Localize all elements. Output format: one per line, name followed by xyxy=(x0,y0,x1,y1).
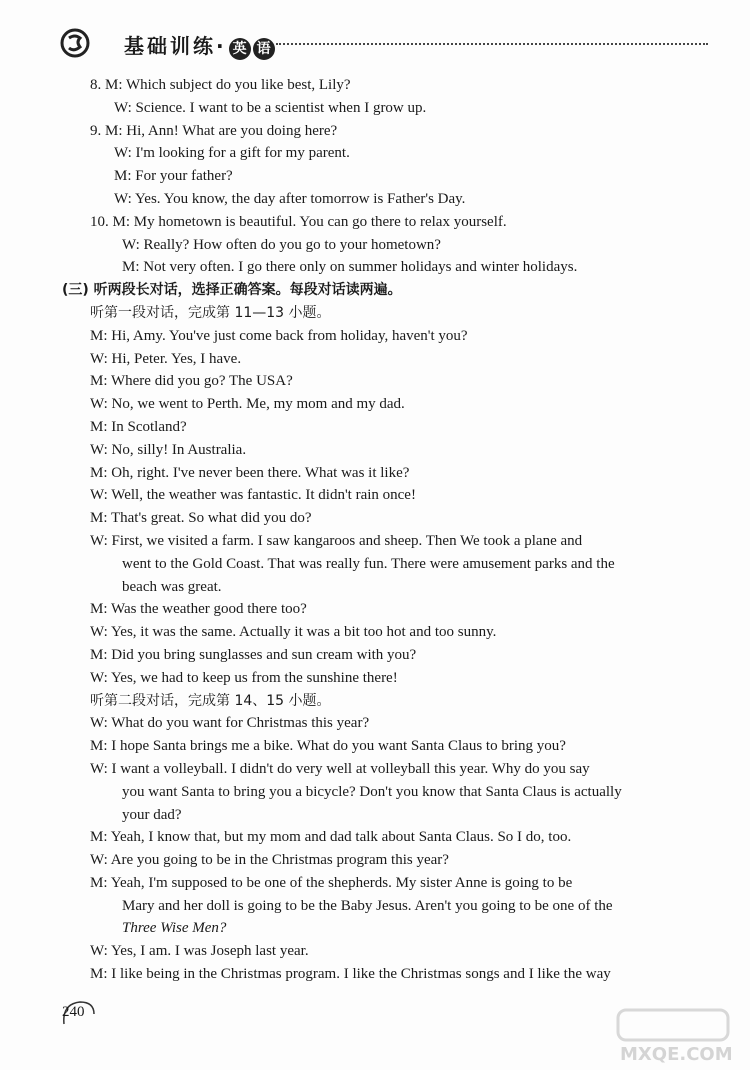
dialogue-line: M: In Scotland? xyxy=(90,418,187,435)
dialogue-line: W: Really? How often do you go to your hometown? xyxy=(122,236,441,253)
dialogue-line: W: Yes, I am. I was Joseph last year. xyxy=(90,943,309,960)
dialogue-line: went to the Gold Coast. That was really fun. There were amusement parks and the xyxy=(122,555,615,572)
watermark-text: MXQE.COM xyxy=(620,1044,733,1064)
dialogue-line: 10. M: My hometown is beautiful. You can go there to relax yourself. xyxy=(90,213,507,230)
dialogue-line: M: Where did you go? The USA? xyxy=(90,373,293,390)
dialogue-line: Mary and her doll is going to be the Baby Jesus. Aren't you going to be one of the xyxy=(122,897,613,914)
dialogue-line: M: For your father? xyxy=(114,168,233,185)
page-number: 240 xyxy=(62,1004,85,1020)
dialogue-line: W: I'm looking for a gift for my parent. xyxy=(114,145,350,162)
dialogue-line: (三) 听两段长对话，选择正确答案。每段对话读两遍。 xyxy=(62,282,402,299)
dialogue-line: M: That's great. So what did you do? xyxy=(90,510,312,527)
dialogue-text xyxy=(62,74,682,986)
page-header xyxy=(40,24,680,64)
header-dotted-rule xyxy=(276,43,708,45)
dialogue-line: 听第二段对话，完成第 14、15 小题。 xyxy=(90,692,331,709)
dialogue-line: Three Wise Men? xyxy=(122,920,227,937)
dialogue-line: 听第一段对话，完成第 11—13 小题。 xyxy=(90,304,331,321)
dialogue-line: M: Hi, Amy. You've just come back from holiday, haven't you? xyxy=(90,327,468,344)
dialogue-line: W: Yes. You know, the day after tomorrow is Father's Day. xyxy=(114,190,466,207)
dialogue-line: W: I want a volleyball. I didn't do very well at volleyball this year. Why do you say xyxy=(90,760,590,777)
dialogue-line: W: Science. I want to be a scientist when I grow up. xyxy=(114,99,427,116)
dialogue-line: M: Did you bring sunglasses and sun cream with you? xyxy=(90,646,417,663)
dialogue-line: M: Yeah, I'm supposed to be one of the shepherds. My sister Anne is going to be xyxy=(90,874,573,891)
dialogue-line: W: No, we went to Perth. Me, my mom and my dad. xyxy=(90,396,405,413)
dialogue-line: W: Hi, Peter. Yes, I have. xyxy=(90,350,242,367)
dialogue-line: 9. M: Hi, Ann! What are you doing here? xyxy=(90,122,338,139)
dialogue-line: W: Well, the weather was fantastic. It didn't rain once! xyxy=(90,487,416,504)
header-title xyxy=(124,30,275,60)
dialogue-line: M: Was the weather good there too? xyxy=(90,601,307,618)
dialogue-line: you want Santa to bring you a bicycle? Don't you know that Santa Claus is actually xyxy=(122,783,622,800)
dialogue-line: W: Yes, it was the same. Actually it was a bit too hot and too sunny. xyxy=(90,624,497,641)
dialogue-line: M: Yeah, I know that, but my mom and dad talk about Santa Claus. So I do, too. xyxy=(90,829,572,846)
dialogue-line: M: I like being in the Christmas program. I like the Christmas songs and I like the way xyxy=(90,966,611,983)
dialogue-line: W: First, we visited a farm. I saw kangaroos and sheep. Then We took a plane and xyxy=(90,532,583,549)
dialogue-line: W: Yes, we had to keep us from the sunshine there! xyxy=(90,669,398,686)
dialogue-line: M: Oh, right. I've never been there. What was it like? xyxy=(90,464,410,481)
series-logo-icon xyxy=(58,28,92,58)
subject-badge-2: 语 xyxy=(253,38,275,60)
dialogue-line: W: What do you want for Christmas this year? xyxy=(90,715,370,732)
dialogue-line: W: Are you going to be in the Christmas program this year? xyxy=(90,852,449,869)
dialogue-line: M: I hope Santa brings me a bike. What do you want Santa Claus to bring you? xyxy=(90,738,566,755)
dialogue-line: M: Not very often. I go there only on summer holidays and winter holidays. xyxy=(122,259,578,276)
subject-badge-1: 英 xyxy=(229,38,251,60)
dialogue-line: beach was great. xyxy=(122,578,222,595)
page-number-badge xyxy=(60,998,96,1028)
dialogue-line: your dad? xyxy=(122,806,182,823)
header-title-text: 基础训练· xyxy=(124,34,227,58)
dialogue-line: W: No, silly! In Australia. xyxy=(90,441,247,458)
watermark-logo xyxy=(612,1006,742,1064)
dialogue-line: 8. M: Which subject do you like best, Lily? xyxy=(90,77,351,93)
